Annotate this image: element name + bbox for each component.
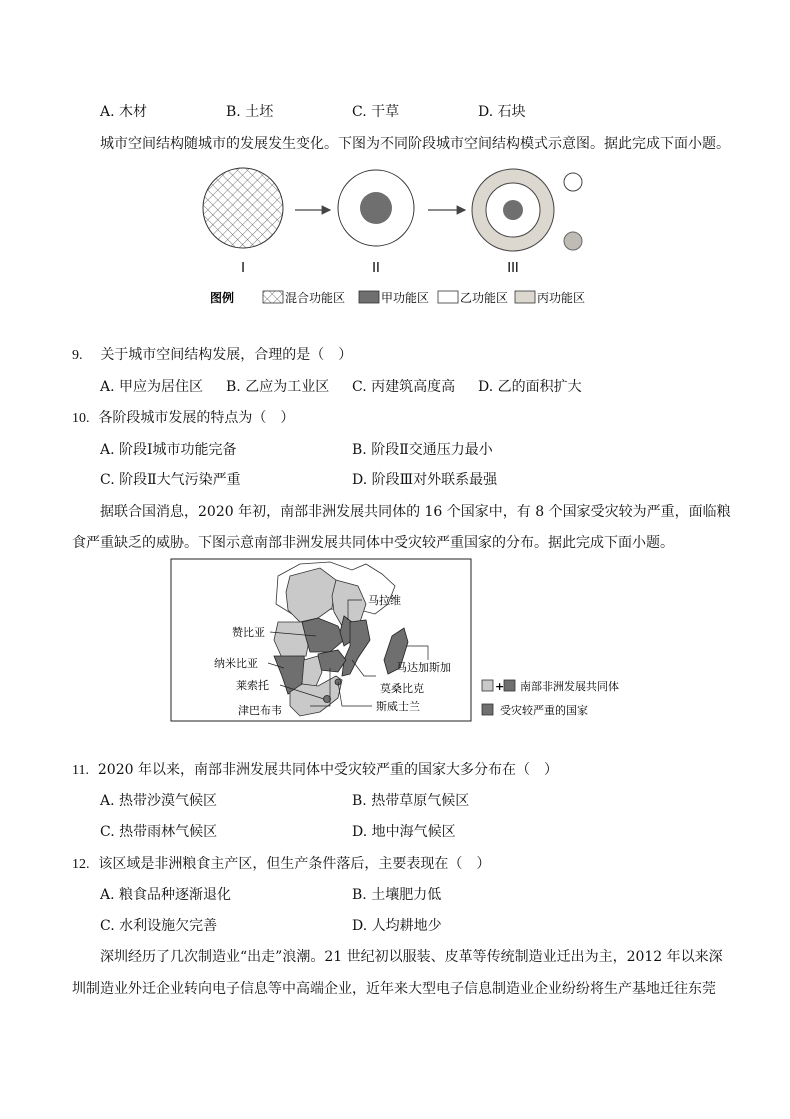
intro-paragraph-3-line-1: 深圳经历了几次制造业“出走”浪潮。21 世纪初以服装、皮革等传统制造业迁出为主，2012 年以来深 [100,949,723,965]
q11-option-a: A. 热带沙漠气候区 [100,793,218,809]
southern-africa-map [0,556,790,726]
legend-label-jia: 甲功能区 [381,291,430,305]
q10-stem [72,408,294,429]
legend-label-yi: 乙功能区 [460,291,509,305]
legend-swatch-mixed [263,291,283,303]
q8-option-d: D. 石块 [478,104,526,120]
intro-paragraph-3-line-2: 圳制造业外迁企业转向电子信息等中高端企业，近年来大型电子信息制造业企业纷纷将生产基地迁往东莞 [72,981,716,997]
legend-swatch-sadc [482,680,493,691]
map-label-lesotho: 莱索托 [236,679,269,692]
q8-option-c: C. 干草 [352,104,400,120]
legend-label-sadc: 南部非洲发展共同体 [520,680,619,693]
stage-label-2: II [372,261,380,276]
q9-option-a: A. 甲应为居住区 [100,379,204,395]
q10-option-a: A. 阶段Ⅰ城市功能完备 [100,442,237,458]
map-label-zambia: 赞比亚 [232,626,265,639]
q11-number: 11. [72,763,89,778]
stage-2-core [360,192,392,224]
map-label-namibia: 纳米比亚 [214,657,258,670]
legend-swatch-bing [515,291,535,303]
map-label-mozambique: 莫桑比克 [380,682,424,695]
intro-paragraph-1: 城市空间结构随城市的发展发生变化。下图为不同阶段城市空间结构模式示意图。据此完成下面小题。 [100,136,730,152]
legend-swatch-yi [438,291,458,303]
legend-label-affected: 受灾较严重的国家 [500,704,588,717]
q12-stem [72,854,490,875]
stage-label-1: I [241,261,245,276]
q11-stem [72,760,558,781]
q8-option-a: A. 木材 [100,104,148,120]
q12-option-a: A. 粮食品种逐渐退化 [100,887,232,903]
q12-text: 该区域是非洲粮食主产区，但生产条件落后，主要表现在（ ） [98,856,491,872]
q8-option-b: B. 土坯 [226,104,274,120]
q9-option-c: C. 丙建筑高度高 [352,379,456,395]
legend-label-bing: 丙功能区 [537,291,586,305]
country-lesotho [324,696,331,703]
q9-number: 9. [72,348,83,363]
map-label-eswatini: 斯威士兰 [376,700,420,713]
q10-option-d: D. 阶段Ⅲ对外联系最强 [352,472,498,488]
stage-3-satellite-grey [564,232,582,250]
stage-3-core [503,200,523,220]
q9-option-d: D. 乙的面积扩大 [478,379,582,395]
q10-option-c: C. 阶段Ⅱ大气污染严重 [100,472,241,488]
legend-title: 图例 [210,291,235,305]
map-label-zimbabwe: 津巴布韦 [238,704,282,717]
legend-plus: + [495,680,505,693]
q12-option-c: C. 水利设施欠完善 [100,918,218,934]
legend-swatch-sadc-affected [504,680,515,691]
legend-swatch-jia [359,291,379,303]
q10-option-b: B. 阶段Ⅱ交通压力最小 [352,442,493,458]
q10-text: 各阶段城市发展的特点为（ ） [98,410,295,426]
stage-1-mixed-zone [203,168,283,248]
intro-paragraph-2-line-2: 食严重缺乏的威胁。下图示意南部非洲发展共同体中受灾较严重国家的分布。据此完成下面小题。 [72,535,674,551]
map-label-madagascar: 马达加斯加 [396,661,451,674]
intro-paragraph-2-line-1: 据联合国消息，2020 年初，南部非洲发展共同体的 16 个国家中，有 8 个国家受灾较为严重，面临粮 [100,504,731,520]
q11-text: 2020 年以来，南部非洲发展共同体中受灾较严重的国家大多分布在（ ） [97,762,558,778]
legend-label-mixed: 混合功能区 [285,291,346,305]
q9-text: 关于城市空间结构发展，合理的是（ ） [100,347,353,363]
q9-option-b: B. 乙应为工业区 [226,379,330,395]
q11-option-c: C. 热带雨林气候区 [100,824,218,840]
map-label-malawi: 马拉维 [368,594,401,607]
stage-label-3: III [507,261,519,276]
q10-number: 10. [72,411,90,426]
q11-option-b: B. 热带草原气候区 [352,793,470,809]
city-structure-figure [0,160,790,310]
legend-swatch-affected [482,704,493,715]
q12-number: 12. [72,857,90,872]
q9-stem [72,345,352,366]
q12-option-d: D. 人均耕地少 [352,918,442,934]
stage-3-satellite-white [564,173,582,191]
q11-option-d: D. 地中海气候区 [352,824,456,840]
q12-option-b: B. 土壤肥力低 [352,887,442,903]
